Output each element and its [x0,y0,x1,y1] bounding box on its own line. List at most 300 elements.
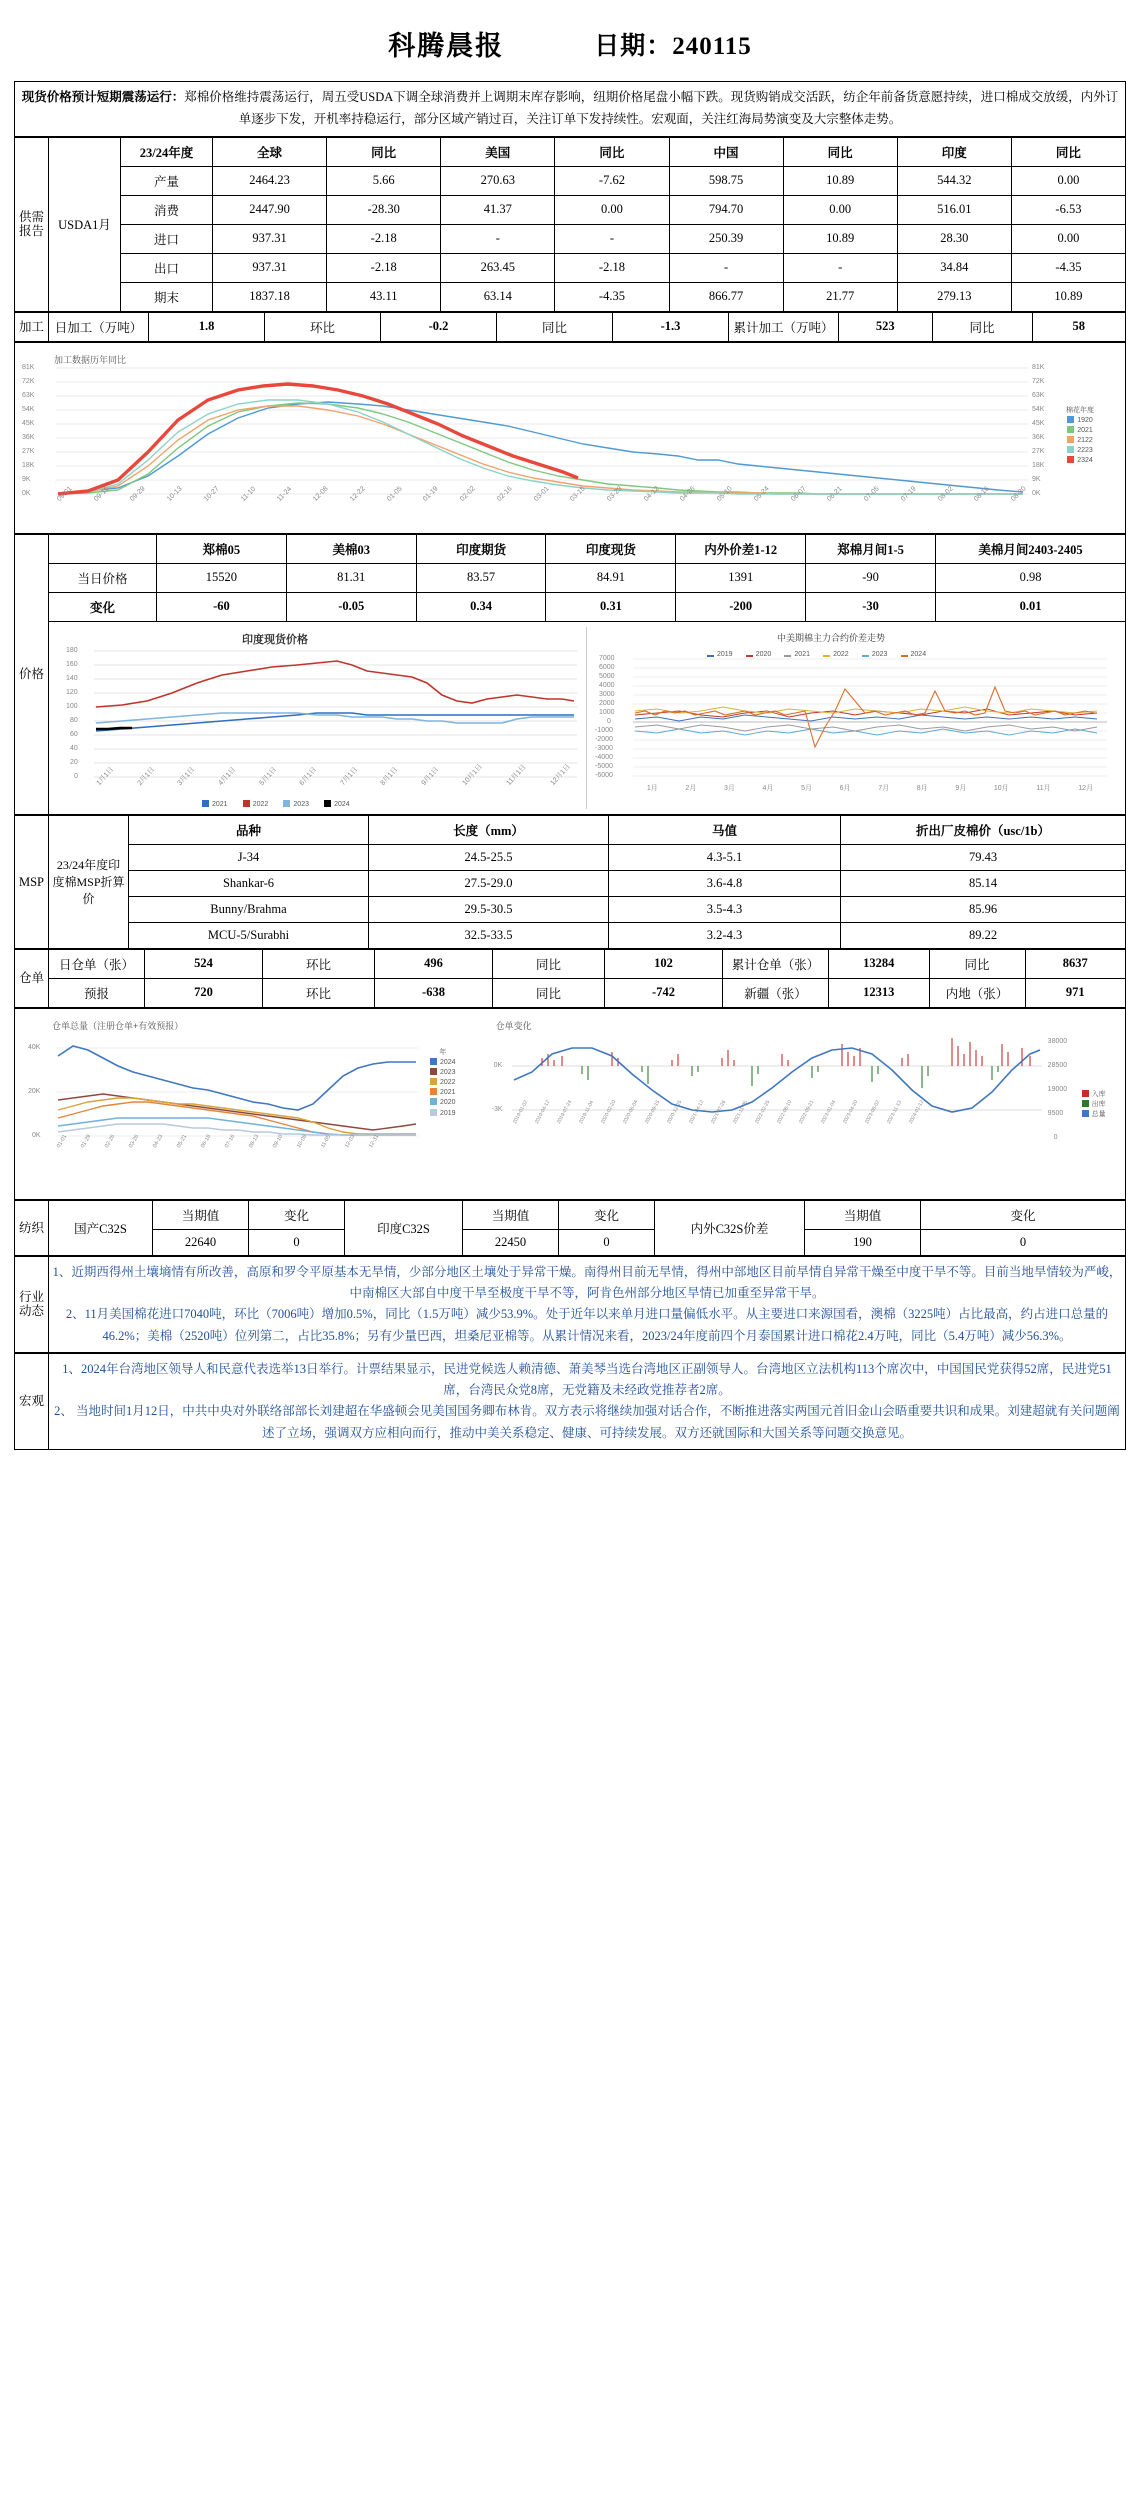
india-y-5: 80 [70,716,78,724]
processing-value-1: 1.8 [149,312,265,341]
usda-row-2-v4: 250.39 [669,224,783,253]
report-header [14,10,1126,81]
spread-y-12: -5000 [595,762,613,770]
x-label: 2月 [685,784,697,792]
wh-r2-value-1: 720 [145,978,263,1007]
x-label: 3月 [723,784,735,792]
legend-swatch [430,1078,437,1085]
usda-row-3-name: 出口 [121,253,213,282]
processing-label-2: 环比 [265,312,381,341]
x-label: 6月1日 [298,765,319,787]
legend-swatch [430,1109,437,1116]
india-y-2: 140 [66,674,78,682]
wh-r2-value-2: -638 [375,978,493,1007]
x-label: 12-08 [312,485,330,503]
textile-h-5: 当期值 [805,1200,921,1229]
usda-row-3-v5: - [783,253,897,282]
price-col-6: 郑棉月间1-5 [806,534,936,563]
proc-y-0: 81K [22,363,35,371]
wh-r1-value-2: 496 [375,949,493,978]
proc-y2-1: 72K [1032,377,1045,385]
x-label: 12月 [1078,784,1094,792]
supply-demand-table [14,137,1126,312]
legend-label: 2020 [755,650,772,658]
spread-y-6: 1000 [599,708,615,716]
price-row-1-v1: -0.05 [286,592,416,621]
x-label: 03-29 [605,485,624,503]
wh-r1-label-4: 累计仓单（张） [723,949,829,978]
x-label: 03-01 [532,485,551,503]
price-row-0-v3: 84.91 [546,563,676,592]
industry-paragraph-2: 2、11月美国棉花进口7040吨，环比（7006吨）增加0.5%，同比（1.5万吨）减少53.9%。处于近年以来单月进口量偏低水平。从主要进口来源国看，澳棉（3225吨）占比最高，约占进口总量的46.2%；美棉（2520吨）位列第二，占比35.8%；另有少量巴西，坦桑尼亚棉等。从累计情况来看，2023/24年度前四个月泰国累计进口棉花2.4万吨，同比（5.4万吨）减少56.3%。 [65,1307,1109,1343]
proc-y-2: 63K [22,391,35,399]
table-row [15,844,1126,870]
usda-row-1-v7: -6.53 [1011,195,1125,224]
usda-row-4-v0: 1837.18 [213,282,327,311]
textile-change-3: 0 [921,1229,1126,1255]
x-label: 12月1日 [549,762,573,787]
india-chart-title: 印度现货价格 [242,633,308,646]
textile-h-1: 当期值 [153,1200,249,1229]
legend-swatch [1082,1110,1089,1117]
legend-swatch [1082,1100,1089,1107]
proc-y-9: 0K [22,489,31,497]
x-label: 09-01 [56,485,74,503]
x-label: 9月 [955,784,967,792]
x-label: 8月 [916,784,928,792]
legend-item [1066,416,1094,426]
wh-right-y2-0: 38000 [1047,1037,1068,1045]
legend-label: 2021 [1077,427,1093,435]
x-label: 7月 [878,784,890,792]
processing-label-5: 同比 [932,312,1032,341]
wh-r1-value-4: 13284 [829,949,930,978]
legend-label: 入库 [1091,1090,1106,1098]
industry-content [49,1256,1126,1352]
processing-chart-xaxis [56,485,1028,505]
textile-h-4: 变化 [559,1200,655,1229]
textile-label-3: 内外C32S价差 [655,1200,805,1255]
usda-row-3-v2: 263.45 [441,253,555,282]
table-row [15,195,1126,224]
usda-row-3-v0: 937.31 [213,253,327,282]
usda-row-2-name: 进口 [121,224,213,253]
table-row [15,870,1126,896]
usda-row-2-v1: -2.18 [327,224,441,253]
summary-table [14,81,1126,137]
usda-row-1-v2: 41.37 [441,195,555,224]
wh-r2-value-5: 971 [1025,978,1126,1007]
x-label: 10-27 [202,485,221,503]
msp-row-3-variety: MCU-5/Surabhi [129,922,369,948]
legend-label: 2023 [871,650,888,658]
proc-y2-8: 9K [1032,475,1041,483]
x-label: 11月1日 [505,763,528,787]
usda-row-4-v3: -4.35 [555,282,669,311]
price-col-7: 美棉月间2403-2405 [936,534,1126,563]
x-label: 11月 [1036,784,1051,792]
proc-y2-0: 81K [1032,363,1045,371]
wh-right-y2-2: 19000 [1047,1085,1068,1093]
msp-row-1-price: 85.14 [841,870,1126,896]
usda-row-4-v4: 866.77 [669,282,783,311]
wh-r2-label-4: 新疆（张） [723,978,829,1007]
wh-r1-value-1: 524 [145,949,263,978]
usda-row-3-v1: -2.18 [327,253,441,282]
spread-y-5: 2000 [599,699,615,707]
legend-swatch [324,800,331,807]
table-row [15,896,1126,922]
table-row [15,282,1126,311]
legend-label: 2024 [440,1058,456,1066]
processing-value-2: -0.2 [381,312,497,341]
usda-source: USDA1月 [49,137,121,311]
proc-y2-6: 27K [1032,447,1045,455]
legend-title: 棉花年度 [1066,406,1094,414]
usda-row-0-v4: 598.75 [669,166,783,195]
legend-swatch [784,655,791,657]
proc-y2-3: 54K [1032,405,1045,413]
table-row [15,978,1126,1007]
spread-y-4: 3000 [599,690,615,698]
price-row-0-v2: 83.57 [416,563,546,592]
proc-y-6: 27K [22,447,35,455]
x-label: 6月 [839,784,851,792]
processing-label-3: 同比 [497,312,613,341]
textile-h-3: 当期值 [463,1200,559,1229]
spread-chart-legend [707,645,926,660]
usda-row-4-v1: 43.11 [327,282,441,311]
macro-table [14,1353,1126,1450]
legend-label: 2021 [440,1089,456,1097]
msp-table [14,815,1126,949]
x-label: 5月1日 [258,765,278,787]
legend-swatch [1082,1090,1089,1097]
section-label-price: 价格 [15,534,49,814]
textile-value-3: 190 [805,1229,921,1255]
section-label-processing: 加工 [15,312,49,341]
wh-r2-label-3: 同比 [493,978,605,1007]
india-spot-chart [52,627,587,809]
warehouse-charts-cell [15,1008,1126,1199]
wh-right-legend [1082,1090,1106,1120]
legend-swatch [1067,436,1074,443]
msp-row-0-variety: J-34 [129,844,369,870]
legend-title: 年 [439,1048,447,1056]
wh-r2-label-1: 预报 [49,978,145,1007]
x-label: 01-05 [385,485,404,503]
wh-right-y-0: 0K [493,1061,503,1069]
wh-left-title: 仓单总量（注册仓单+有效预报） [52,1020,184,1031]
x-label: 09-29 [129,485,148,503]
msp-col-1: 长度（mm） [369,815,609,844]
usda-row-3-v7: -4.35 [1011,253,1125,282]
spread-chart-title: 中美期棉主力合约价差走势 [777,632,886,643]
legend-swatch [430,1058,437,1065]
x-label: 10-13 [166,485,184,503]
spread-y-9: -2000 [595,735,613,743]
wh-right-y2-4: 0 [1053,1133,1058,1141]
price-table [14,534,1126,815]
price-row-0-v0: 15520 [157,563,287,592]
msp-col-3: 折出厂皮棉价（usc/1b） [841,815,1126,844]
wh-right-y2-3: 9500 [1047,1109,1064,1117]
proc-y-7: 18K [22,461,35,469]
legend-label: 2324 [1077,457,1093,465]
x-label: 03-15 [569,485,587,503]
table-row [15,166,1126,195]
proc-y2-9: 0K [1032,489,1041,497]
usda-row-2-v3: - [555,224,669,253]
x-label: 07-19 [899,485,918,503]
price-col-2: 美棉03 [286,534,416,563]
x-label: 1月 [646,784,658,792]
table-row [15,949,1126,978]
legend-swatch [430,1088,437,1095]
msp-row-0-length: 24.5-25.5 [369,844,609,870]
report-date: 日期：240115 [594,32,752,60]
price-row-0-v4: 1391 [676,563,806,592]
spread-y-3: 4000 [599,681,615,689]
india-y-6: 60 [70,730,78,738]
section-label-textile: 纺织 [15,1200,49,1255]
usda-row-0-v1: 5.66 [327,166,441,195]
table-row [15,592,1126,621]
wh-right-title: 仓单变化 [495,1020,532,1031]
usda-col-0: 23/24年度 [121,137,213,166]
usda-row-0-v6: 544.32 [897,166,1011,195]
msp-row-2-mic: 3.5-4.3 [609,896,841,922]
proc-y-4: 45K [22,419,35,427]
msp-row-2-price: 85.96 [841,896,1126,922]
warehouse-total-chart [18,1014,482,1194]
legend-swatch [243,800,250,807]
x-label: 04-26 [679,485,698,503]
price-row-0-v1: 81.31 [286,563,416,592]
processing-value-3: -1.3 [613,312,729,341]
legend-swatch [430,1068,437,1075]
table-row [15,922,1126,948]
india-chart-xaxis [94,762,574,791]
macro-paragraph-2: 2、 当地时间1月12日，中共中央对外联络部部长刘建超在华盛顿会见美国国务卿布林肯。双方表示将继续加强对话合作，不断推进落实两国元首旧金山会晤重要共识和成果。刘建超就有关问题阐述了立场，强调双方应相向而行，推动中美关系稳定、健康、可持续发展。双方还就国际和大国关系等问题交换意见。 [54,1404,1120,1440]
legend-swatch [901,655,908,657]
wh-left-y-0: 40K [28,1043,41,1051]
processing-value-5: 58 [1032,312,1126,341]
legend-swatch [1067,416,1074,423]
x-label: 2月1日 [136,765,156,787]
legend-swatch [823,655,830,657]
x-label: 11-10 [239,485,257,503]
proc-y2-5: 36K [1032,433,1045,441]
legend-item [1066,436,1094,446]
usda-row-3-v6: 34.84 [897,253,1011,282]
macro-paragraph-1: 1、2024年台湾地区领导人和民意代表选举13日举行。计票结果显示，民进党候选人赖清德、萧美琴当选台湾地区正副领导人。台湾地区立法机构113个席次中，中国国民党获得52席，民进党51席，台湾民众党8席，无党籍及未经政党推荐者2席。 [62,1361,1112,1397]
usda-col-8: 同比 [1011,137,1125,166]
legend-swatch [1067,446,1074,453]
processing-value-4: 523 [839,312,933,341]
wh-r1-label-5: 同比 [929,949,1025,978]
legend-label: 2022 [252,800,269,808]
x-label: 02-02 [459,485,477,503]
x-label: 08-16 [973,485,991,503]
x-label: 4月 [762,784,774,792]
usda-row-1-v6: 516.01 [897,195,1011,224]
x-label: 09-15 [92,485,111,503]
spread-y-11: -4000 [595,753,613,761]
summary-lead: 现货价格预计短期震荡运行： [21,90,185,104]
wh-r2-value-4: 12313 [829,978,930,1007]
india-y-0: 180 [66,646,78,654]
legend-swatch [202,800,209,807]
summary-text: 郑棉价格维持震荡运行，周五受USDA下调全球消费并上调期末库存影响，纽期价格尾盘小幅下跌。现货购销成交活跃，纺企年前备货意愿持续，进口棉成交放缓，内外订单逐步下发，开机率持稳运行，部分区域产销过百，关注订单下发持续性。宏观面，关注红海局势演变及大宗整体走势。 [184,90,1119,126]
usda-row-1-v5: 0.00 [783,195,897,224]
summary-cell [15,82,1126,137]
table-row [15,224,1126,253]
price-row-1-v5: -30 [806,592,936,621]
textile-label-1: 国产C32S [49,1200,153,1255]
x-label: 1月1日 [95,765,116,787]
price-row-0-v6: 0.98 [936,563,1126,592]
usda-row-0-name: 产量 [121,166,213,195]
usda-row-3-v3: -2.18 [555,253,669,282]
page-title: 科腾晨报 [388,31,505,61]
section-label-industry: 行业动态 [15,1256,49,1352]
x-label: 04-12 [642,485,661,503]
price-col-3: 印度期货 [416,534,546,563]
usda-row-3-v4: - [669,253,783,282]
textile-change-2: 0 [559,1229,655,1255]
section-label-macro: 宏观 [15,1353,49,1449]
india-y-4: 100 [66,702,78,710]
usda-col-7: 印度 [897,137,1011,166]
legend-swatch [283,800,290,807]
legend-label: 总量 [1091,1111,1106,1119]
price-row-1-v0: -60 [157,592,287,621]
legend-swatch [1067,426,1074,433]
x-label: 01-19 [422,485,440,503]
legend-label: 2223 [1077,447,1093,455]
x-label: 10月1日 [461,762,484,787]
processing-label-4: 累计加工（万吨） [729,312,839,341]
price-row-0-v5: -90 [806,563,936,592]
legend-label: 2023 [440,1069,456,1077]
legend-label: 2022 [833,650,849,658]
textile-h-6: 变化 [921,1200,1126,1229]
usda-row-1-v0: 2447.90 [213,195,327,224]
msp-col-0: 品种 [129,815,369,844]
textile-value-2: 22450 [463,1229,559,1255]
table-row [15,563,1126,592]
wh-left-y-1: 20K [28,1087,41,1095]
msp-row-3-length: 32.5-33.5 [369,922,609,948]
usda-row-4-v6: 279.13 [897,282,1011,311]
usda-row-0-v3: -7.62 [555,166,669,195]
x-label: 07-05 [863,485,881,503]
proc-y2-7: 18K [1032,461,1045,469]
wh-r2-value-3: -742 [605,978,723,1007]
india-y-9: 0 [74,772,78,780]
x-label: 08-02 [936,485,955,503]
proc-y2-2: 63K [1032,391,1045,399]
spread-y-7: 0 [607,717,611,725]
wh-r1-label-1: 日仓单（张） [49,949,145,978]
spread-y-2: 5000 [599,672,615,680]
legend-label: 2022 [440,1079,456,1087]
textile-h-2: 变化 [249,1200,345,1229]
usda-col-1: 全球 [213,137,327,166]
textile-label-2: 印度C32S [345,1200,463,1255]
legend-label: 2122 [1077,437,1093,445]
processing-chart-cell [15,342,1126,533]
textile-table [14,1200,1126,1256]
usda-row-0-v0: 2464.23 [213,166,327,195]
wh-r1-value-3: 102 [605,949,723,978]
x-label: 05-10 [716,485,734,503]
proc-y-5: 36K [22,433,35,441]
legend-label: 2024 [334,800,350,808]
wh-r1-value-5: 8637 [1025,949,1126,978]
legend-label: 2021 [212,800,228,808]
processing-chart-table [14,342,1126,534]
legend-label: 2019 [440,1109,456,1117]
wh-r1-label-2: 环比 [263,949,375,978]
price-row-1-v3: 0.31 [546,592,676,621]
legend-label: 2020 [440,1099,456,1107]
section-label-msp: MSP [15,815,49,948]
wh-left-legend [430,1048,456,1119]
industry-table [14,1256,1126,1353]
macro-content [49,1353,1126,1449]
msp-col-2: 马值 [609,815,841,844]
x-label: 7月1日 [339,765,360,787]
textile-change-1: 0 [249,1229,345,1255]
wh-left-y-2: 0K [32,1131,41,1139]
legend-label: 2023 [293,800,309,808]
x-label: 5月 [801,784,812,792]
x-label: 10月 [993,784,1009,792]
legend-label: 1920 [1077,416,1093,424]
x-label: 05-24 [752,485,771,503]
india-y-1: 160 [66,660,78,668]
price-col-5: 内外价差1-12 [676,534,806,563]
usda-row-4-v5: 21.77 [783,282,897,311]
x-label: 02-16 [495,485,514,503]
spread-y-10: -3000 [595,744,613,752]
legend-item [1066,456,1094,466]
legend-swatch [746,655,753,657]
x-label: 9月1日 [420,765,441,787]
table-row [15,1200,1126,1229]
warehouse-table [14,949,1126,1008]
msp-row-1-length: 27.5-29.0 [369,870,609,896]
legend-label: 2021 [794,650,810,658]
usda-row-1-name: 消费 [121,195,213,224]
usda-row-2-v6: 28.30 [897,224,1011,253]
spread-y-0: 7000 [599,654,615,662]
proc-y-3: 54K [22,405,35,413]
usda-col-4: 同比 [555,137,669,166]
msp-row-0-price: 79.43 [841,844,1126,870]
legend-item [1066,426,1094,436]
msp-row-2-length: 29.5-30.5 [369,896,609,922]
india-y-3: 120 [66,688,78,696]
textile-value-1: 22640 [153,1229,249,1255]
spread-y-13: -6000 [595,771,613,779]
x-label: 06-21 [826,485,845,503]
price-col-4: 印度现货 [546,534,676,563]
processing-chart-title: 加工数据历年同比 [54,354,127,365]
legend-label: 2019 [717,650,733,658]
